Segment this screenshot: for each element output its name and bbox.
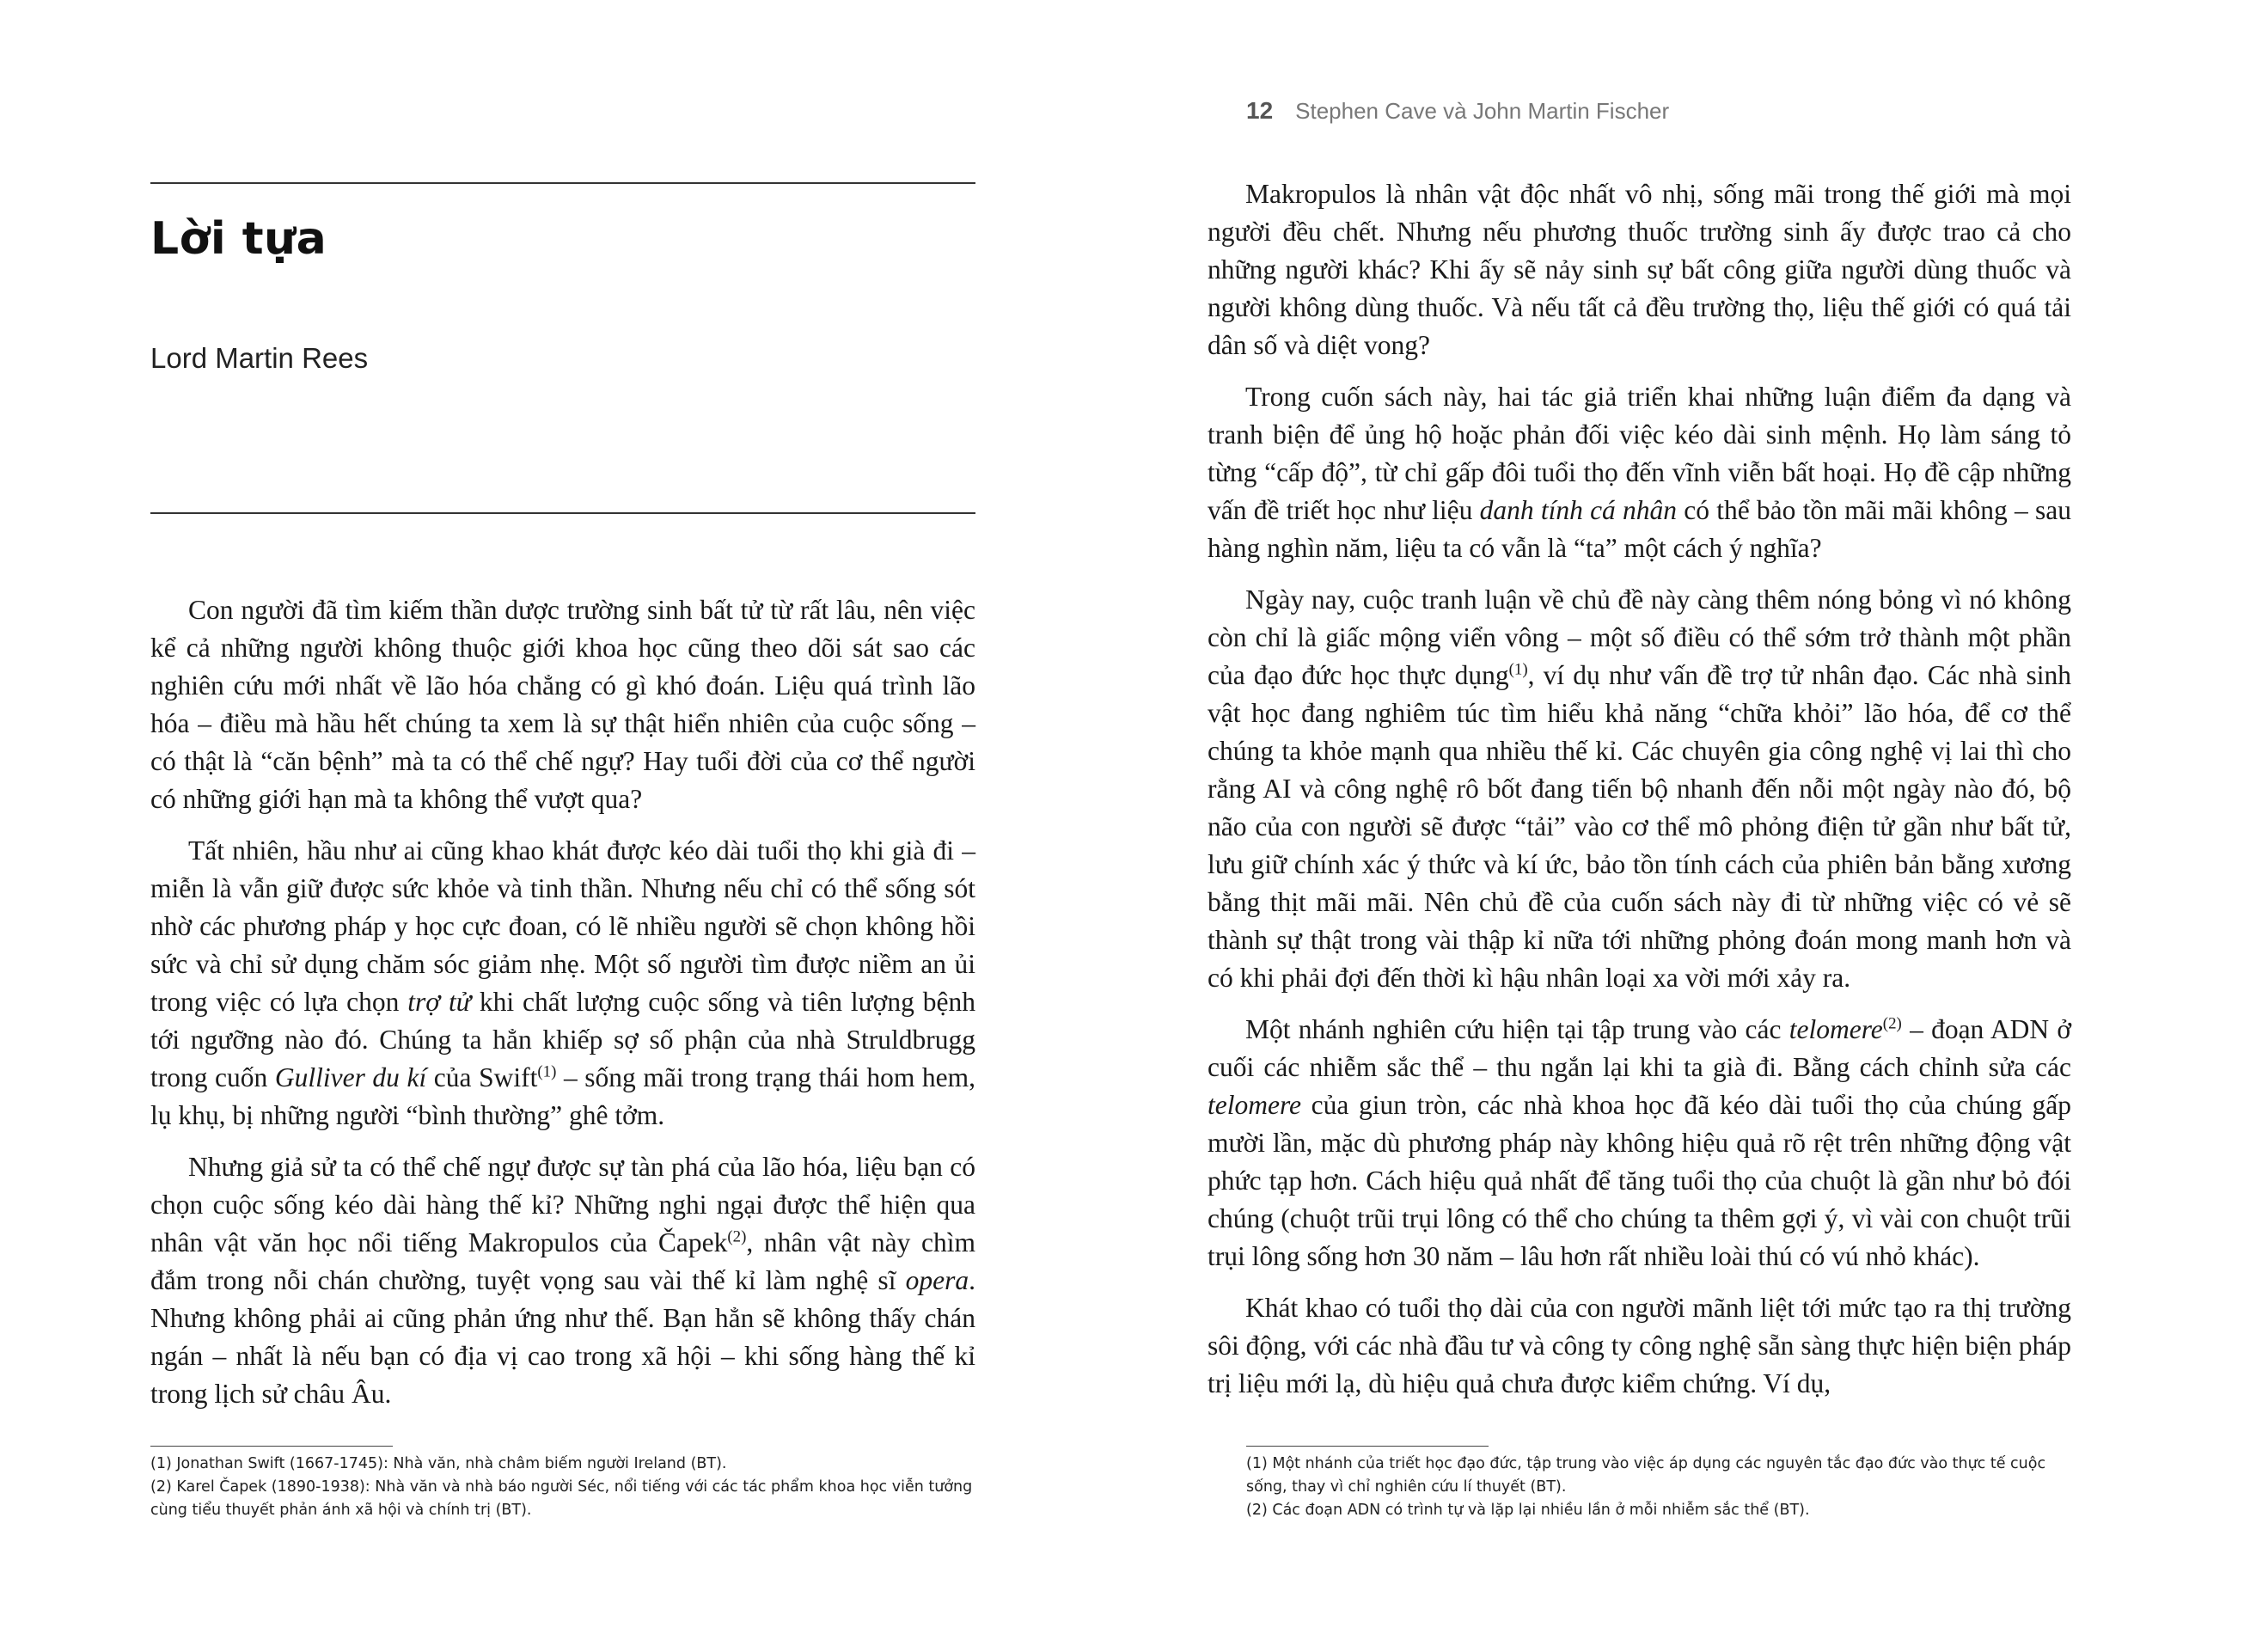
footnote-divider [150,1446,393,1447]
paragraph: Trong cuốn sách này, hai tác giả triển khai những luận điểm đa dạng và tranh biện để ủng hộ hoặc phản đối việc kéo dài sinh mệnh. Họ làm sáng tỏ từng “cấp độ”, từ chỉ gấp đôi tuổi thọ đến vĩnh viễn bất hoại. Họ đề cập những vấn đề triết học như liệu danh tính cá nhân có thể bảo tồn mãi mãi không – sau hàng nghìn năm, liệu ta có vẫn là “ta” một cách ý nghĩa? [1208,382,2071,563]
paragraph: Một nhánh nghiên cứu hiện tại tập trung vào các telomere$^{(2)}$ – đoạn ADN ở cuối các nhiễm sắc thể – thu ngắn lại khi ta già đi. Bằng cách chỉnh sửa các telomere của giun tròn, các nhà khoa học đã kéo dài tuổi thọ của chúng gấp mười lần, mặc dù phương pháp này không hiệu quả rõ rệt trên những động vật phức tạp hơn. Cách hiệu quả nhất để tăng tuổi thọ của chuột là gần như bỏ đói chúng (chuột trũi trụi lông có thể cho chúng ta thêm gợi ý, vì vài con chuột trũi trụi lông sống hơn 30 năm – lâu hơn rất nhiều loài thú có vú nhỏ khác). [1208,1014,2071,1271]
footnote: (1) Jonathan Swift (1667-1745): Nhà văn, nhà châm biếm người Ireland (BT). [150,1455,727,1472]
chapter-title: Lời tựa [150,213,327,265]
footnote: (2) Karel Čapek (1890-1938): Nhà văn và nhà báo người Séc, nổi tiếng với các tác phẩm khoa học viễn tưởng cùng tiểu thuyết phản ánh xã hội và chính trị (BT). [150,1478,973,1519]
left-body-text [150,591,975,1427]
footnote-divider [1246,1446,1489,1447]
title-bottom-rule [150,512,975,514]
footnote-marker[interactable]: (1) [537,1062,557,1081]
title-top-rule [150,182,975,184]
paragraph: Khát khao có tuổi thọ dài của con người mãnh liệt tới mức tạo ra thị trường sôi động, với các nhà đầu tư và công ty công nghệ sẵn sàng thực hiện biện pháp trị liệu mới lạ, dù hiệu quả chưa được kiểm chứng. Ví dụ, [1208,1293,2071,1398]
footnote-marker[interactable]: (1) [1508,660,1528,679]
running-header [1246,97,1669,125]
footnote: (1) Một nhánh của triết học đạo đức, tập trung vào việc áp dụng các nguyên tắc đạo đức vào thực tế cuộc sống, thay vì chỉ nghiên cứu lí thuyết (BT). [1246,1455,2046,1496]
footnote-marker[interactable]: (2) [1882,1014,1902,1033]
right-body-text [1208,175,2071,1416]
left-footnotes [150,1453,975,1522]
paragraph: Makropulos là nhân vật độc nhất vô nhị, sống mãi trong thế giới mà mọi người đều chết. Nhưng nếu phương thuốc trường sinh ấy được trao cả cho những người khác? Khi ấy sẽ nảy sinh sự bất công giữa người dùng thuốc và người không dùng thuốc. Và nếu tất cả đều trường thọ, liệu thế giới có quá tải dân số và diệt vong? [1208,179,2071,360]
page-number: 12 [1246,97,1274,124]
paragraph: Nhưng giả sử ta có thể chế ngự được sự tàn phá của lão hóa, liệu bạn có chọn cuộc sống kéo dài hàng thế kỉ? Những nghi ngại được thể hiện qua nhân vật văn học nổi tiếng Makropulos của Čapek$^{(2)}$, nhân vật này chìm đắm trong nỗi chán chường, tuyệt vọng sau vài thế kỉ làm nghệ sĩ opera. Nhưng không phải ai cũng phản ứng như thế. Bạn hẳn sẽ không thấy chán ngán – nhất là nếu bạn có địa vị cao trong xã hội – khi sống hàng thế kỉ trong lịch sử châu Âu. [150,1152,975,1409]
footnote-marker[interactable]: (2) [727,1227,747,1246]
footnote: (2) Các đoạn ADN có trình tự và lặp lại nhiều lần ở mỗi nhiễm sắc thể (BT). [1246,1502,1810,1519]
paragraph: Ngày nay, cuộc tranh luận về chủ đề này càng thêm nóng bỏng vì nó không còn chỉ là giấc mộng viển vông – một số điều có thể sớm trở thành một phần của đạo đức học thực dụng$^{(1)}$, ví dụ như vấn đề trợ tử nhân đạo. Các nhà sinh vật học đang nghiêm túc tìm hiểu khả năng “chữa khỏi” lão hóa, để cơ thể chúng ta khỏe mạnh qua nhiều thế kỉ. Các chuyên gia công nghệ vị lai thì cho rằng AI và công nghệ rô bốt đang tiến bộ nhanh đến nỗi một ngày nào đó, bộ não của con người sẽ được “tải” vào cơ thể mô phỏng điện tử gần như bất tử, lưu giữ chính xác ý thức và kí ức, bảo tồn tính cách của phiên bản bằng xương bằng thịt mãi mãi. Nên chủ đề của cuốn sách này đi từ những việc có vẻ sẽ thành sự thật trong vài thập kỉ nữa tới những phỏng đoán mong manh hơn và có khi phải đợi đến thời kì hậu nhân loại xa vời mới xảy ra. [1208,584,2071,993]
paragraph: Con người đã tìm kiếm thần dược trường sinh bất tử từ rất lâu, nên việc kể cả những người không thuộc giới khoa học cũng theo dõi sát sao các nghiên cứu mới nhất về lão hóa chẳng có gì khó đoán. Liệu quá trình lão hóa – điều mà hầu hết chúng ta xem là sự thật hiển nhiên của cuộc sống – có thật là “căn bệnh” mà ta có thể chế ngự? Hay tuổi đời của cơ thể người có những giới hạn mà ta không thể vượt qua? [150,595,975,814]
chapter-author: Lord Martin Rees [150,342,369,374]
running-head-authors: Stephen Cave và John Martin Fischer [1295,98,1670,124]
paragraph: Tất nhiên, hầu như ai cũng khao khát được kéo dài tuổi thọ khi già đi – miễn là vẫn giữ được sức khỏe và tinh thần. Nhưng nếu chỉ có thể sống sót nhờ các phương pháp y học cực đoan, có lẽ nhiều người sẽ chọn không hồi sức và chỉ sử dụng chăm sóc giảm nhẹ. Một số người tìm được niềm an ủi trong việc có lựa chọn trợ tử khi chất lượng cuộc sống và tiên lượng bệnh tới ngưỡng nào đó. Chúng ta hẳn khiếp sợ số phận của nhà Struldbrugg trong cuốn Gulliver du kí của Swift$^{(1)}$ – sống mãi trong trạng thái hom hem, lụ khụ, bị những người “bình thường” ghê tởm. [150,835,975,1130]
right-footnotes [1246,1453,2071,1522]
